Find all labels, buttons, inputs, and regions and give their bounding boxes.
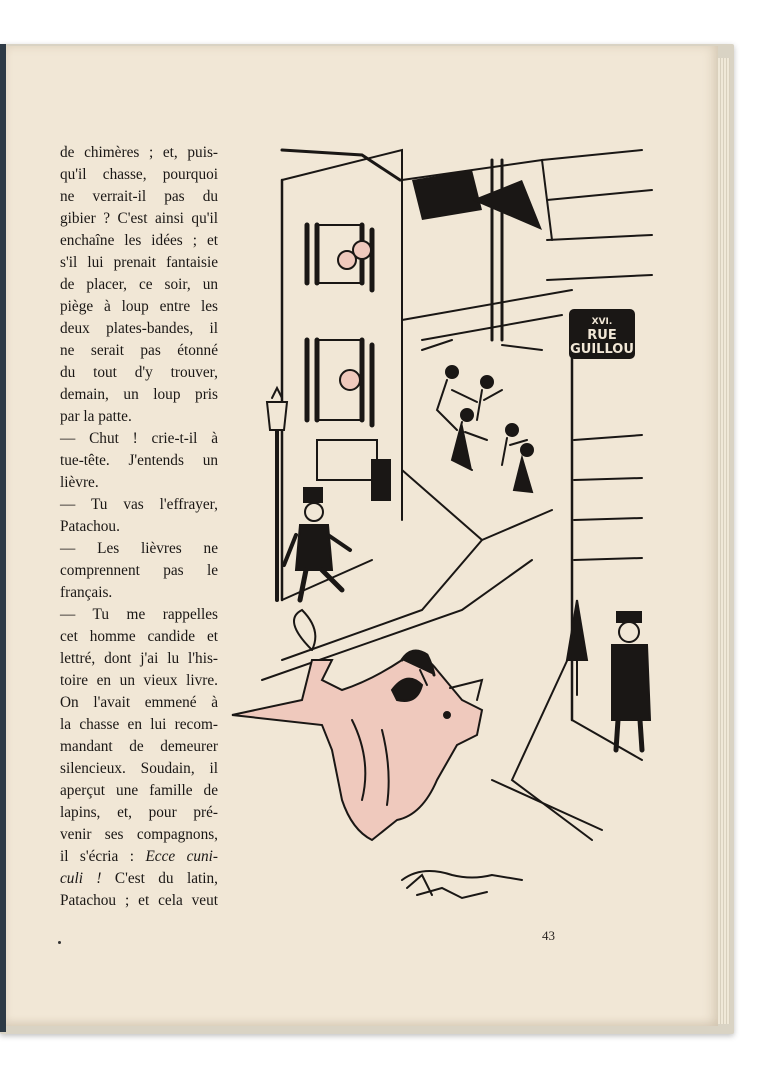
text-column <box>60 142 218 912</box>
text-line: silencieux. Soudain, il <box>60 760 218 777</box>
text-line: mandant de demeurer <box>60 738 218 755</box>
text-line: ne verrait-il pas du <box>60 188 218 205</box>
text-line <box>60 868 218 890</box>
text-line: On l'avait emmené à <box>60 694 218 711</box>
text-line: venir ses compagnons, <box>60 826 218 843</box>
text-line: toire en un vieux livre. <box>60 672 218 689</box>
street-scene-illustration <box>222 140 678 930</box>
text-line: — Les lièvres ne <box>60 540 218 557</box>
text-line: aperçut une famille de <box>60 782 218 799</box>
text-line: comprennent pas le <box>60 562 218 579</box>
text-line: français. <box>60 584 113 601</box>
text-line: deux plates-bandes, il <box>60 320 218 337</box>
text-line: s'il lui prenait fantaisie <box>60 254 218 271</box>
page-mark <box>58 941 61 944</box>
street-sign-line2: GUILLOU <box>570 342 634 357</box>
text-line: Patachou ; et cela veut <box>60 892 218 909</box>
text-line: piège à loup entre les <box>60 298 218 315</box>
charging-bull <box>232 610 482 840</box>
text-line: — Tu me rappelles <box>60 606 218 623</box>
text-fragment: C'est du latin, <box>101 870 219 887</box>
street-sign-line1: RUE <box>587 328 617 343</box>
text-line: — Chut ! crie-t-il à <box>60 430 218 447</box>
text-line: de chimères ; et, puis- <box>60 144 218 161</box>
street-sign-number: XVI. <box>591 317 613 327</box>
text-line: lièvre. <box>60 474 99 491</box>
italic-latin-phrase: Ecce cuni- <box>145 848 218 865</box>
text-line: par la patte. <box>60 408 132 425</box>
running-crowd <box>422 340 542 492</box>
text-line: cet homme candide et <box>60 628 218 645</box>
italic-latin-phrase: culi ! <box>60 870 102 887</box>
text-line: de placer, ce soir, un <box>60 276 218 293</box>
text-line: la chasse en lui recom- <box>60 716 218 733</box>
text-line: ne serait pas étonné <box>60 342 218 359</box>
text-fragment: il s'écria : <box>60 848 146 865</box>
artist-signature <box>402 871 522 898</box>
text-line <box>60 846 218 868</box>
man-with-umbrella <box>567 600 650 750</box>
text-line: enchaîne les idées ; et <box>60 232 218 249</box>
text-line: qu'il chasse, pourquoi <box>60 166 218 183</box>
page-number: 43 <box>542 928 555 943</box>
text-line: lettré, dont j'ai lu l'his- <box>60 650 218 667</box>
text-line: du tout d'y trouver, <box>60 364 218 381</box>
text-line: gibier ? C'est ainsi qu'il <box>60 210 218 227</box>
text-line: Patachou. <box>60 518 120 535</box>
text-line: tue-tête. J'entends un <box>60 452 218 469</box>
street-lamp <box>267 388 287 600</box>
text-line: demain, un loup pris <box>60 386 218 403</box>
text-line: lapins, et, pour pré- <box>60 804 218 821</box>
policeman-figure <box>284 488 350 600</box>
text-line: — Tu vas l'effrayer, <box>60 496 218 513</box>
